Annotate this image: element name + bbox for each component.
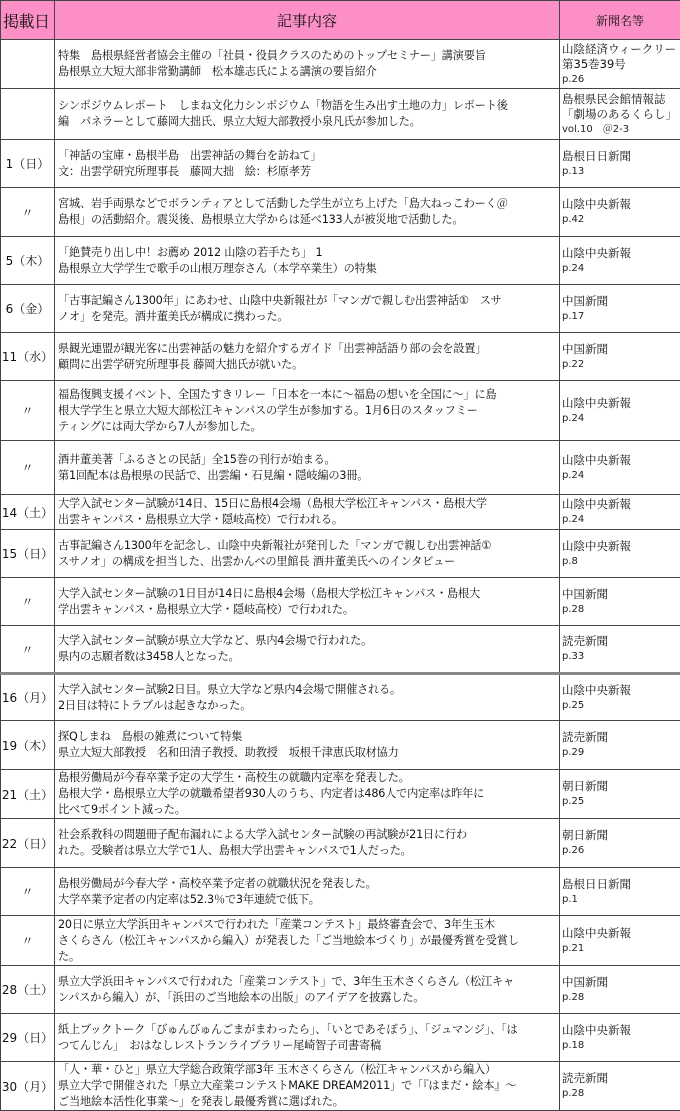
date-cell: [1, 89, 55, 140]
date-cell: 〃: [1, 868, 55, 916]
page-number: p.24: [562, 469, 585, 481]
table-body: [1, 40, 680, 1111]
newspaper-name: 山陰中央新報: [562, 245, 631, 260]
content-cell: [55, 770, 560, 819]
newspaper-name: 島根日日新聞: [562, 148, 631, 163]
table-row: [1, 495, 680, 530]
content-line: 県内の志願者数は3458人となった。: [58, 650, 240, 663]
date-cell: 30（月）: [1, 1062, 55, 1111]
newspaper-cell: [560, 89, 680, 140]
newspaper-cell: [560, 140, 680, 188]
content-line: 大学入試センター試験が14日、15日に島根4会場（島根大学松江キャンパス・島根大学: [58, 497, 487, 510]
page-number: p.26: [562, 845, 585, 856]
table-row: [1, 674, 680, 721]
newspaper-cell: [560, 721, 680, 770]
date-cell: 22（日）: [1, 819, 55, 868]
newspaper-name: 中国新聞: [562, 586, 608, 601]
newspaper-name: 中国新聞: [562, 341, 608, 356]
newspaper-cell: [560, 770, 680, 819]
newspaper-name: 第35巻39号: [562, 56, 626, 71]
content-line: 県立大学で開催された「県立大産業コンテストMAKE DREAM2011」で「『はまだ・絵本』～: [58, 1079, 517, 1092]
newspaper-cell: [560, 40, 680, 89]
page-number: p.24: [562, 262, 585, 274]
content-cell: [55, 721, 560, 770]
table-row: [1, 441, 680, 495]
newspaper-cell: [560, 381, 680, 441]
content-line: 根大学学生と県立大短大部松江キャンパスの学生が参加する。1月6日のスタッフミー: [58, 403, 478, 417]
page-number: p.28: [562, 991, 585, 1003]
date-cell: 19（木）: [1, 721, 55, 770]
page-number: p.25: [562, 796, 585, 807]
content-line: ンパスから編入）が、「浜田のご当地絵本の出版」のアイデアを披露した。: [58, 990, 425, 1004]
content-cell: [55, 140, 560, 188]
date-cell: 11（水）: [1, 333, 55, 381]
content-cell: [55, 285, 560, 333]
date-cell: 28（土）: [1, 966, 55, 1014]
content-line: 20日に県立大学浜田キャンパスで行われた「産業コンテスト」最終審査会で、3年生玉木: [58, 917, 495, 931]
content-line: た。: [58, 949, 80, 963]
header-date: 掲載日: [1, 1, 55, 40]
newspaper-name: 山陰中央新報: [562, 925, 631, 940]
page-number: p.24: [562, 412, 585, 424]
newspaper-cell: [560, 1014, 680, 1062]
newspaper-cell: [560, 333, 680, 381]
table-row: [1, 530, 680, 578]
newspaper-cell: [560, 578, 680, 626]
date-cell: 〃: [1, 188, 55, 237]
table-row: [1, 285, 680, 333]
content-cell: [55, 188, 560, 237]
page-number: p.24: [562, 514, 585, 525]
newspaper-name: 山陰中央新報: [562, 538, 631, 553]
content-line: 「人・華・ひと」県立大学総合政策学部3年 玉木さくらさん（松江キャンパスから編入）: [58, 1063, 497, 1076]
table-row: [1, 188, 680, 237]
content-line: ご当地絵本活性化事業～」を発表し最優秀賞に選ばれた。: [58, 1095, 344, 1108]
content-cell: [55, 333, 560, 381]
table-row: [1, 140, 680, 188]
page-number: p.1: [562, 893, 578, 905]
newspaper-cell: [560, 966, 680, 1014]
page-number: p.26: [562, 73, 585, 85]
date-cell: 〃: [1, 578, 55, 626]
newspaper-cell: [560, 674, 680, 721]
table-row: [1, 1014, 680, 1062]
content-cell: [55, 530, 560, 578]
table-row: [1, 89, 680, 140]
date-cell: 〃: [1, 626, 55, 674]
page-number: p.42: [562, 214, 585, 225]
content-line: 島根労働局が今春大学・高校卒業予定者の就職状況を発表した。: [58, 876, 377, 890]
content-line: 島根県立大短大部非常勤講師 松本雄志氏による講演の要旨紹介: [58, 65, 377, 78]
content-line: 文：出雲学研究所理事長 藤岡大拙 絵：杉原孝芳: [58, 164, 311, 178]
table-row: [1, 40, 680, 89]
content-cell: [55, 89, 560, 140]
date-cell: 〃: [1, 381, 55, 441]
page-number: p.28: [562, 1088, 585, 1099]
newspaper-name: 中国新聞: [562, 293, 608, 308]
newspaper-name: 「劇場のあるくらし」: [562, 106, 677, 121]
table-row: [1, 578, 680, 626]
content-cell: [55, 819, 560, 868]
content-line: 島根大学・島根県立大学の就職希望者930人のうち、内定者は486人で内定率は昨年に: [58, 787, 485, 800]
header-paper: 新聞名等: [560, 1, 680, 40]
content-line: 宮城、岩手両県などでボランティアとして活動した学生が立ち上げた「島大ねっこわーく＠: [58, 197, 508, 210]
content-cell: [55, 674, 560, 721]
page-number: p.21: [562, 942, 585, 954]
content-line: スサノオ」の構成を担当した、出雲かんべの里館長 酒井董美氏へのインタビュー: [58, 554, 456, 568]
content-line: 特集 島根県経営者協会主催の「社員・役員クラスのためのトップセミナー」講演要旨: [58, 49, 486, 62]
newspaper-cell: [560, 285, 680, 333]
table-row: [1, 1062, 680, 1111]
content-cell: [55, 40, 560, 89]
newspaper-cell: [560, 441, 680, 495]
table-row: [1, 819, 680, 868]
page-number: p.17: [562, 310, 585, 322]
newspaper-name: 読売新聞: [562, 1071, 608, 1085]
content-line: 比べて9ポイント減った。: [58, 803, 186, 816]
content-line: 「絶賛売り出し中！お薦め 2012 山陰の若手たち」 1: [58, 245, 323, 259]
page-number: p.18: [562, 1039, 585, 1051]
content-line: 出雲キャンパス・島根県立大学・隠岐高校）で行われる。: [58, 513, 343, 526]
content-line: 酒井董美著「ふるさとの民話」全15巻の刊行が始まる。: [58, 452, 336, 466]
date-cell: 5（木）: [1, 237, 55, 285]
content-line: 福島復興支援イベント、全国たすきリレー「日本を一本に～福島の想いを全国に～」に島: [58, 387, 497, 401]
table-row: [1, 770, 680, 819]
date-cell: 15（日）: [1, 530, 55, 578]
newspaper-name: 山陰中央新報: [562, 1022, 631, 1037]
newspaper-name: 山陰中央新報: [562, 682, 631, 697]
newspaper-name: 山陰中央新報: [562, 497, 631, 511]
content-line: シンポジウムレポート しまね文化力シンポジウム「物語を生み出す土地の力」レポート後: [58, 99, 508, 112]
date-cell: 1（日）: [1, 140, 55, 188]
newspaper-cell: [560, 530, 680, 578]
content-line: つてんじん」 おはなしレストランライブラリー尾崎智子司書寄稿: [58, 1038, 382, 1052]
page-number: vol.10 ＠2-3: [562, 123, 630, 135]
newspaper-name: 読売新聞: [562, 730, 608, 744]
newspaper-name: 読売新聞: [562, 634, 608, 648]
page-number: p.25: [562, 699, 585, 711]
content-cell: [55, 1062, 560, 1111]
content-line: 島根」の活動紹介。震災後、島根県立大学からは延べ133人が被災地で活動した。: [58, 213, 464, 226]
content-line: さくらさん（松江キャンパスから編入）が発表した「ご当地絵本づくり」が最優秀賞を受賞し: [58, 933, 519, 947]
header-row: [1, 1, 680, 40]
newspaper-name: 島根県民会館情報誌: [562, 91, 666, 106]
content-line: 県立大学浜田キャンパスで行われた「産業コンテスト」で、3年生玉木さくらさん（松江キャ: [58, 974, 514, 988]
content-line: 2日目は特にトラブルは起きなかった。: [58, 698, 252, 712]
content-line: 顧問に出雲学研究所理事長 藤岡大拙氏が就いた。: [58, 357, 304, 371]
content-line: ノオ」を発売。酒井董美氏が構成に携わった。: [58, 309, 289, 323]
content-cell: [55, 578, 560, 626]
page-number: p.33: [562, 651, 585, 662]
page-number: p.29: [562, 747, 585, 758]
newspaper-cell: [560, 819, 680, 868]
table-row: [1, 868, 680, 916]
content-line: 大学入試センター試験の1日目が14日に島根4会場（島根大学松江キャンパス・島根大: [58, 586, 480, 600]
content-line: 「神話の宝庫・島根半島 出雲神話の舞台を訪ねて」: [58, 148, 322, 162]
content-line: 県立大短大部教授 名和田清子教授、助教授 坂根千津恵氏取材協力: [58, 746, 399, 759]
table-row: [1, 916, 680, 966]
newspaper-name: 朝日新聞: [562, 779, 608, 793]
content-line: 大学卒業予定者の内定率は52.3％で3年連続で低下。: [58, 892, 320, 906]
content-cell: [55, 626, 560, 674]
date-cell: 14（土）: [1, 495, 55, 530]
date-cell: 6（金）: [1, 285, 55, 333]
table-row: [1, 626, 680, 674]
newspaper-cell: [560, 495, 680, 530]
content-cell: [55, 916, 560, 966]
content-cell: [55, 441, 560, 495]
newspaper-cell: [560, 188, 680, 237]
newspaper-name: 山陰経済ウィークリー: [562, 41, 677, 56]
newspaper-name: 朝日新聞: [562, 828, 608, 842]
content-line: 「古事記編さん1300年」にあわせ、山陰中央新報社が「マンガで親しむ出雲神話① スサ: [58, 293, 502, 307]
table-row: [1, 381, 680, 441]
content-cell: [55, 1014, 560, 1062]
content-line: 古事記編さん1300年を記念し、山陰中央新報社が発刊した「マンガで親しむ出雲神話①: [58, 538, 492, 552]
header-content: 記事内容: [55, 1, 560, 40]
newspaper-cell: [560, 237, 680, 285]
content-line: 社会系教科の問題冊子配布漏れによる大学入試センター試験の再試験が21日に行わ: [58, 828, 467, 841]
date-cell: 21（土）: [1, 770, 55, 819]
content-line: 探Qしまね 島根の雑煮について特集: [58, 730, 243, 743]
content-cell: [55, 237, 560, 285]
table-row: [1, 966, 680, 1014]
newspaper-cell: [560, 1062, 680, 1111]
content-cell: [55, 381, 560, 441]
content-line: 県観光連盟が観光客に出雲神話の魅力を紹介するガイド「出雲神話語り部の会を設置」: [58, 341, 487, 355]
table-row: [1, 333, 680, 381]
content-line: れた。受験者は県立大学で1人、島根大学出雲キャンパスで1人だった。: [58, 844, 412, 857]
date-cell: 16（月）: [1, 674, 55, 721]
date-cell: 29（日）: [1, 1014, 55, 1062]
table-row: [1, 237, 680, 285]
page-number: p.22: [562, 358, 585, 370]
content-line: 大学入試センター試験2日目。県立大学など県内4会場で開催される。: [58, 682, 402, 696]
date-cell: [1, 40, 55, 89]
newspaper-cell: [560, 626, 680, 674]
content-line: 編 パネラーとして藤岡大拙氏、県立大短大部教授小泉凡氏が参加した。: [58, 115, 421, 128]
date-cell: 〃: [1, 441, 55, 495]
newspaper-cell: [560, 916, 680, 966]
newspaper-cell: [560, 868, 680, 916]
content-line: ティングには両大学から7人が参加した。: [58, 419, 262, 433]
content-line: 大学入試センター試験が県立大学など、県内4会場で行われた。: [58, 634, 373, 647]
page-number: p.8: [562, 555, 578, 567]
newspaper-name: 島根日日新聞: [562, 876, 631, 891]
content-line: 島根県立大学学生で歌手の山根万理奈さん（本学卒業生）の特集: [58, 261, 377, 275]
page-number: p.28: [562, 603, 585, 615]
newspaper-name: 山陰中央新報: [562, 197, 631, 211]
newspaper-name: 山陰中央新報: [562, 395, 631, 410]
newspaper-name: 山陰中央新報: [562, 452, 631, 467]
content-line: 島根労働局が今春卒業予定の大学生・高校生の就職内定率を発表した。: [58, 771, 410, 784]
date-cell: 〃: [1, 916, 55, 966]
content-cell: [55, 868, 560, 916]
content-line: 第1回配本は島根県の民話で、出雲編・石見編・隠岐編の3冊。: [58, 468, 369, 482]
content-cell: [55, 966, 560, 1014]
content-line: 学出雲キャンパス・島根県立大学・隠岐高校）で行われた。: [58, 602, 354, 616]
content-line: 紙上ブックトーク「びゅんびゅんごまがまわったら」、「いとであそぼう」、「ジュマンジ」、「は: [58, 1022, 518, 1036]
page-number: p.13: [562, 165, 585, 177]
table-row: [1, 721, 680, 770]
newspaper-name: 中国新聞: [562, 974, 608, 989]
content-cell: [55, 495, 560, 530]
